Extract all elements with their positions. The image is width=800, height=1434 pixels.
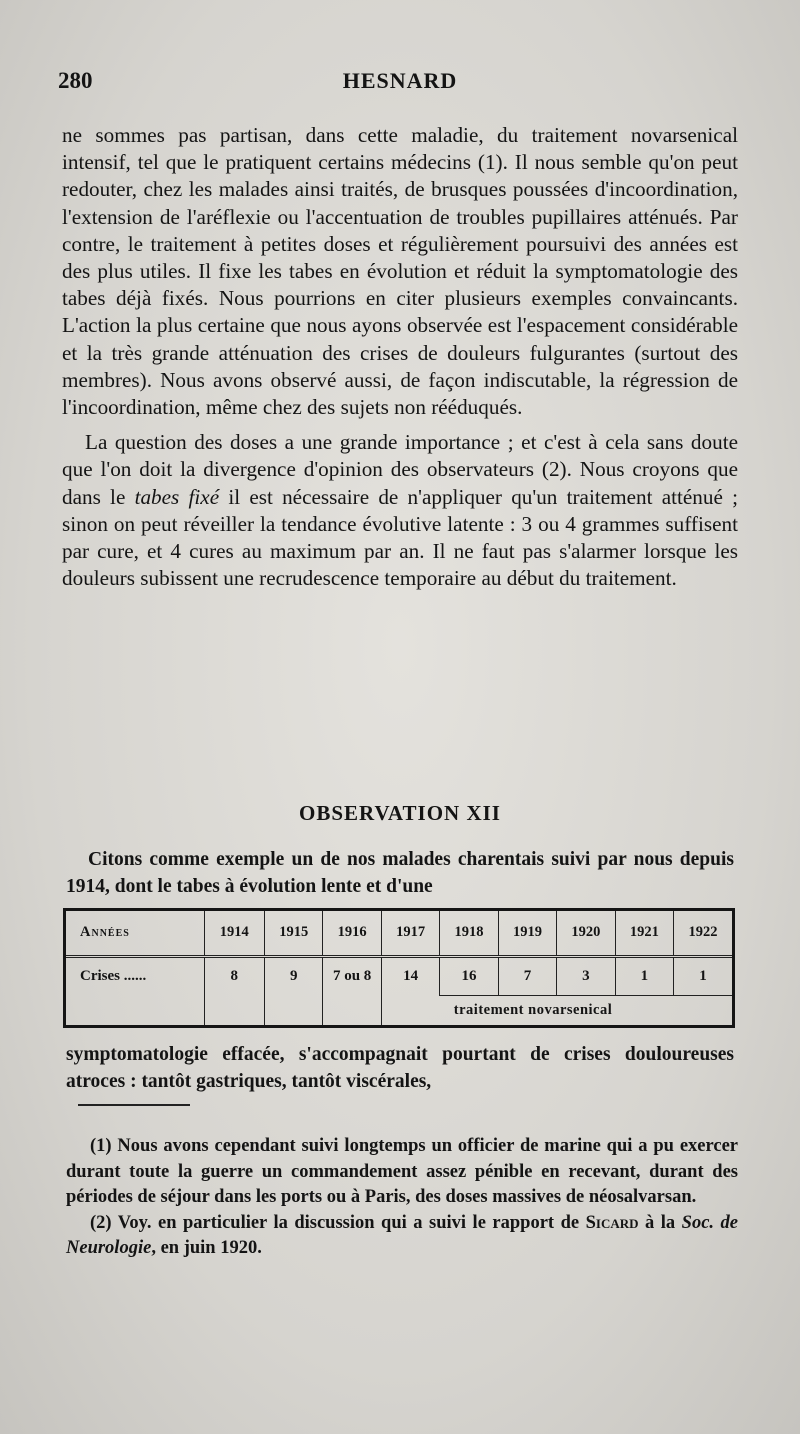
footnote-2-middle: à la [638,1212,682,1233]
header-label: Années [66,911,204,956]
observation-title: OBSERVATION XII [299,801,501,825]
year-cell: 1919 [498,911,556,956]
body-text [62,122,738,592]
paragraph-2-emphasis: tabes fixé [134,484,220,509]
footnote-2-prefix: (2) Voy. en particulier la discussion qui a suivi le rapport de [90,1212,586,1233]
year-cell: 1922 [674,911,732,956]
footnote-2-journal: Soc. de Neurologie [66,1212,739,1258]
after-table-text: symptomatologie effacée, s'accompagnait pourtant de crises douloureuses atroces : tantôt gastriques, tantôt viscérales, [66,1044,734,1092]
crises-table [63,908,735,1028]
value-cell: 3 [557,956,615,995]
year-cell: 1921 [615,911,673,956]
year-cell: 1915 [264,911,322,956]
paragraph-2 [62,429,738,592]
value-cell: 14 [381,956,439,1025]
value-cell: 9 [264,956,322,1025]
paragraph-2-part-2: il est nécessaire de n'appliquer qu'un traitement atténué ; sinon on peut réveiller la tendance évolutive latente : 3 ou 4 grammes suffisent par cure, et 4 cures au maximum par an. Il ne faut pas s'alarmer lorsque les douleurs subissent une recrudescence temporaire au début du traitement. [62,484,738,591]
value-cell: 7 ou 8 [323,956,381,1025]
page-header [58,68,742,102]
year-cell: 1918 [440,911,498,956]
year-cell: 1914 [204,911,264,956]
value-cell: 7 [498,956,556,995]
observation-intro: Citons comme exemple un de nos malades charentais suivi par nous depuis 1914, dont le tabes à évolution lente et d'une [66,849,734,897]
footnote-1: (1) Nous avons cependant suivi longtemps un officier de marine qui a pu exercer durant toute la guerre un commandement assez pénible en recevant, durant des périodes de séjour dans les ports ou à Paris, des doses massives de néosalvarsan. [66,1136,738,1207]
footnote-rule [78,1104,190,1106]
value-cell: 1 [674,956,732,995]
paragraph-1: ne sommes pas partisan, dans cette maladie, du traitement novarsenical intensif, tel que le pratiquent certains médecins (1). Il nous semble qu'on peut redouter, chez les malades ainsi traités, de brusques poussées d'incoordination, l'extension de l'aréflexie ou l'accentuation de troubles pupillaires atténués. Par contre, le traitement à petites doses et régulièrement poursuivi des années est des plus utiles. Il fixe les tabes en évolution et réduit la symptomatologie des tabes déjà fixés. Nous pourrions en citer plusieurs exemples convaincants. L'action la plus certaine que nous ayons observée est l'espacement considérable et la très grande atténuation des crises de douleurs fulgurantes (surtout des membres). Nous avons observé aussi, de façon indiscutable, la régression de l'incoordination, même chez des sujets non rééduqués. [62,123,738,420]
treatment-note: traitement novarsenical [440,995,732,1025]
year-cell: 1917 [381,911,439,956]
footnotes [66,1134,738,1262]
paragraph-2-part-1: La question des doses a une grande importance ; et c'est à cela sans doute que l'on doit la divergence d'opinion des observateurs (2). Nous croyons que dans le [62,430,738,509]
crises-table-grid [66,911,732,1025]
value-cell: 1 [615,956,673,995]
value-cell: 16 [440,956,498,995]
value-cell: 8 [204,956,264,1025]
year-cell: 1916 [323,911,381,956]
row-label: Crises ...... [80,967,147,984]
table-row [66,956,732,995]
running-head: HESNARD [342,68,458,93]
page-number: 280 [58,68,93,93]
table-header-row [66,911,732,956]
footnote-2 [66,1211,738,1262]
year-cell: 1920 [557,911,615,956]
footnote-2-author: Sicard [585,1212,639,1233]
footnote-2-suffix: , en juin 1920. [151,1238,262,1258]
